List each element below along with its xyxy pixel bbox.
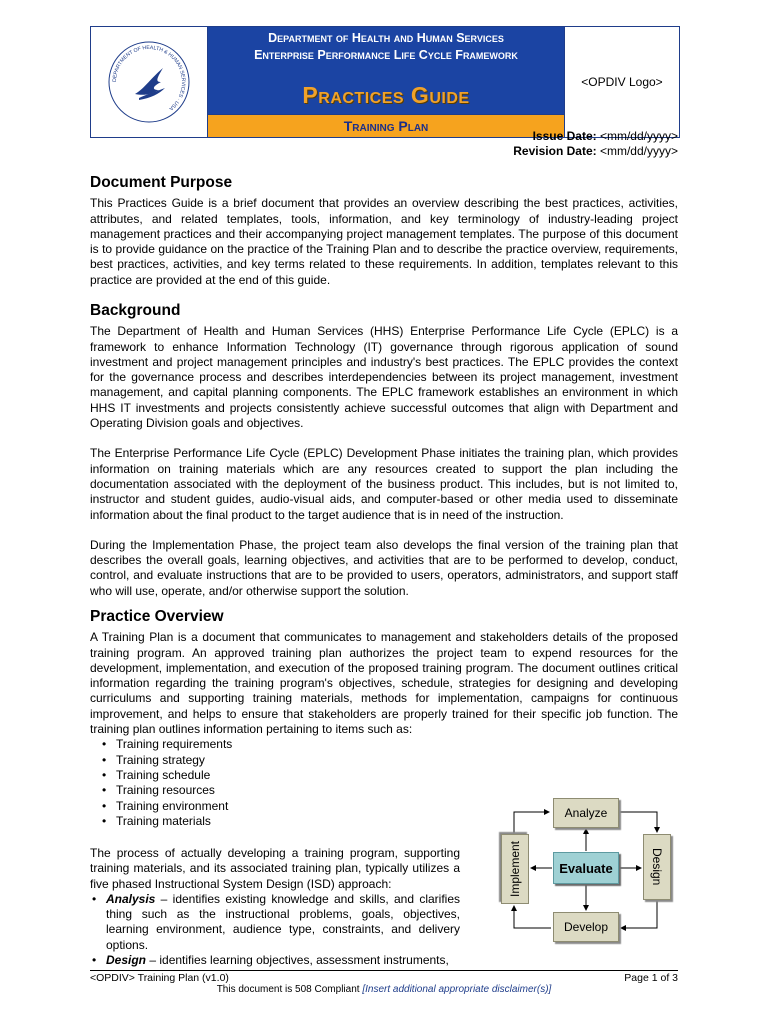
page-footer: [90, 970, 678, 995]
isd-desc: – identifies learning objectives, assessment instruments,: [146, 953, 449, 968]
revision-date-label: Revision Date:: [513, 144, 597, 158]
issue-date-label: Issue Date:: [532, 129, 597, 143]
implement-box: Implement: [501, 834, 529, 904]
list-item: [106, 953, 460, 968]
arrow-design-develop: [621, 900, 657, 928]
design-box: Design: [643, 834, 671, 900]
analyze-box: Analyze: [553, 798, 619, 828]
disclaimer-placeholder: [Insert additional appropriate disclaimer(s)]: [362, 984, 552, 995]
background-section: [90, 303, 678, 599]
arrow-develop-implement: [514, 906, 551, 928]
footer-line: [90, 970, 678, 984]
develop-box: Develop: [553, 912, 619, 942]
isd-desc: – identifies existing knowledge and skills, and clarifies thing such as the instructional problems, goals, objectives, learning environment, audience type, constraints, and delivery options.: [106, 891, 460, 952]
list-item: • Training environment: [116, 799, 678, 814]
background-heading: Background: [90, 302, 181, 319]
list-item: • Training materials: [116, 814, 678, 829]
compliance-text: This document is 508 Compliant: [216, 984, 360, 995]
hhs-seal-cell: [91, 27, 208, 137]
isd-term: Analysis: [106, 891, 156, 906]
list-item: • Training resources: [116, 783, 678, 798]
issue-date-value: <mm/dd/yyyy>: [599, 129, 678, 143]
overview-heading: Practice Overview: [90, 608, 224, 625]
footer-document-name: <OPDIV> Training Plan (v1.0): [90, 972, 229, 984]
background-paragraph-1: The Department of Health and Human Services (HHS) Enterprise Performance Life Cycle (EPLC) is a framework to enhance Information Technology (IT) governance through rigorous application of sound investment and project management principles and industry's best practices. The EPLC provides the context for the governance process and describes interdependencies between its project management, investment management, and capital planning components. The EPLC framework establishes an environment in which HHS IT investments and projects consistently achieve successful outcomes that align with Department and Operating Division goals and objectives.: [90, 324, 678, 431]
list-item: • Training strategy: [116, 753, 678, 768]
title-banner: [208, 27, 564, 137]
list-item: [106, 892, 460, 953]
list-item: • Training schedule: [116, 768, 678, 783]
hhs-seal-icon: [105, 38, 193, 126]
isd-term: Design: [106, 953, 147, 968]
purpose-heading: Document Purpose: [90, 174, 233, 191]
document-dates: [513, 129, 678, 159]
overview-paragraph-1: A Training Plan is a document that communicates to management and stakeholders details of the proposed training program. An approved training plan authorizes the project team to expend resources for the development, implementation, and execution of the proposed training program. The document outlines critical information regarding the training program's objectives, schedule, strategies for designing and developing curriculums and supporting training materials, methods for implementation, campaigns for continuous improvement, and helps to ensure that stakeholders are properly trained for their specific job function. The training plan outlines information pertaining to items such as:: [90, 630, 678, 737]
isd-cycle-diagram: [497, 796, 681, 944]
background-paragraph-2: The Enterprise Performance Life Cycle (EPLC) Development Phase initiates the training plan, which provides information on training materials which are any resources created to support the plan including the documentation associated with the deployment of the business product. This includes, but is not limited to, instructor and student guides, audio-visual aids, and computer-based or other media used to disseminate information about the final product to the target audience that is in need of the instruction.: [90, 446, 678, 522]
opdiv-logo-placeholder: <OPDIV Logo>: [564, 27, 679, 137]
background-paragraph-3: During the Implementation Phase, the project team also develops the final version of the training plan that describes the overall goals, learning objectives, and activities that are to be performed to develop, conduct, control, and evaluate instructions that are to be provided to users, operators, administrators, and support staff who will use, operate, and/or otherwise support the solution.: [90, 537, 678, 598]
revision-date-value: <mm/dd/yyyy>: [599, 144, 678, 158]
department-line: Department of Health and Human Services: [268, 31, 504, 45]
svg-text:DEPARTMENT OF HEALTH & HUMAN S: DEPARTMENT OF HEALTH & HUMAN SERVICES · USA: [111, 44, 187, 112]
list-item: • Training requirements: [116, 737, 678, 752]
compliance-note: [90, 984, 678, 995]
purpose-section: [90, 175, 678, 288]
isd-list: [90, 892, 460, 968]
practices-guide-title: Practices Guide: [302, 82, 470, 108]
framework-line: Enterprise Performance Life Cycle Framework: [254, 48, 518, 62]
training-plan-title: Training Plan: [208, 114, 564, 137]
evaluate-box: Evaluate: [553, 852, 619, 884]
page-number: Page 1 of 3: [624, 972, 678, 984]
document-header: [90, 26, 680, 138]
isd-intro: The process of actually developing a training program, supporting training materials, and its associated training plan, typically utilizes a five phased Instructional System Design (ISD) approach:: [90, 846, 460, 891]
arrow-implement-analyze: [514, 812, 549, 834]
isd-section: [90, 846, 460, 968]
arrow-analyze-design: [619, 812, 657, 832]
purpose-text: This Practices Guide is a brief document that provides an overview describing the best practices, activities, attributes, and related templates, tools, information, and key terminology of industry-leading project management practices and their accompanying project management templates. The purpose of this document is to provide guidance on the practice of the Training Plan and to describe the practice overview, requirements, best practices, activities, and key terms related to these requirements. In addition, templates relevant to this practice are provided at the end of this guide.: [90, 196, 678, 287]
